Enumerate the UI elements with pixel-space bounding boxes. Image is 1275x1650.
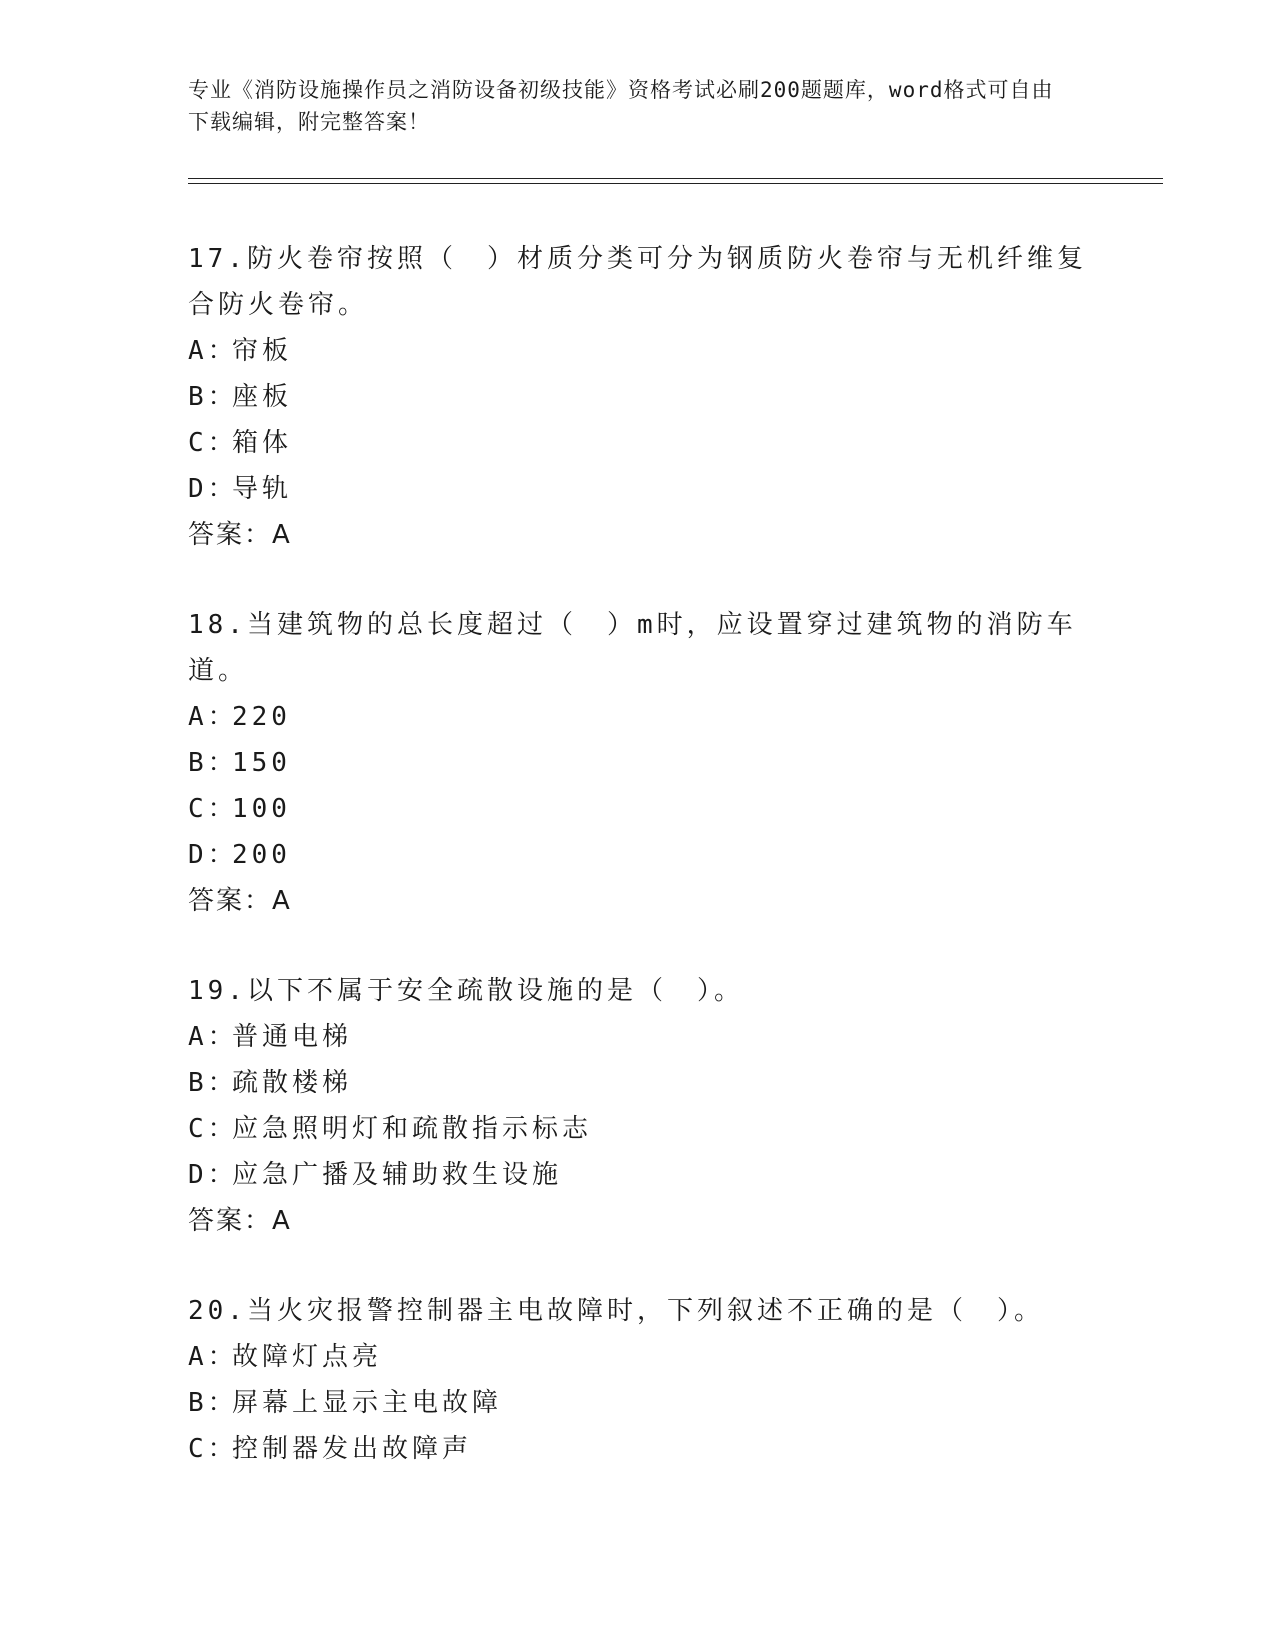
option-d xyxy=(188,466,1088,512)
answer: 答案：A xyxy=(188,520,292,550)
option-key: A： xyxy=(188,1022,238,1052)
option-text: 200 xyxy=(232,840,291,870)
option-key: C： xyxy=(188,428,238,458)
option-key: B： xyxy=(188,1068,238,1098)
answer: 答案：A xyxy=(188,1206,292,1236)
option-b xyxy=(188,1380,1088,1426)
option-d xyxy=(188,832,1088,878)
option-text: 导轨 xyxy=(232,474,293,504)
option-key: C： xyxy=(188,1434,238,1464)
option-b xyxy=(188,740,1088,786)
option-c xyxy=(188,1106,1088,1152)
option-text: 箱体 xyxy=(232,428,293,458)
option-key: C： xyxy=(188,1114,238,1144)
question-20 xyxy=(188,1288,1088,1472)
question-stem: 20.当火灾报警控制器主电故障时，下列叙述不正确的是（ ）。 xyxy=(188,1296,1044,1326)
option-a xyxy=(188,328,1088,374)
option-a xyxy=(188,694,1088,740)
option-key: A： xyxy=(188,1342,238,1372)
option-a xyxy=(188,1014,1088,1060)
question-18 xyxy=(188,602,1088,924)
option-b xyxy=(188,374,1088,420)
option-key: A： xyxy=(188,702,238,732)
option-text: 屏幕上显示主电故障 xyxy=(232,1388,503,1418)
option-key: B： xyxy=(188,748,238,778)
question-stem: 17.防火卷帘按照（ ）材质分类可分为钢质防火卷帘与无机纤维复合防火卷帘。 xyxy=(188,244,1087,320)
option-key: B： xyxy=(188,382,238,412)
option-text: 疏散楼梯 xyxy=(232,1068,353,1098)
option-d xyxy=(188,1152,1088,1198)
option-text: 220 xyxy=(232,702,291,732)
option-text: 应急广播及辅助救生设施 xyxy=(232,1160,563,1190)
option-key: B： xyxy=(188,1388,238,1418)
option-key: A： xyxy=(188,336,238,366)
question-list xyxy=(188,236,1088,1516)
option-text: 100 xyxy=(232,794,291,824)
header-divider xyxy=(188,178,1163,184)
header-text: 专业《消防设施操作员之消防设备初级技能》资格考试必刷200题题库，word格式可自由下载编辑，附完整答案！ xyxy=(188,78,1054,134)
option-key: D： xyxy=(188,474,238,504)
answer: 答案：A xyxy=(188,886,292,916)
document-header xyxy=(188,74,1068,138)
question-17 xyxy=(188,236,1088,558)
option-text: 控制器发出故障声 xyxy=(232,1434,473,1464)
question-stem: 19.以下不属于安全疏散设施的是（ ）。 xyxy=(188,976,744,1006)
question-19 xyxy=(188,968,1088,1244)
option-c xyxy=(188,420,1088,466)
option-text: 150 xyxy=(232,748,291,778)
option-text: 普通电梯 xyxy=(232,1022,353,1052)
option-text: 座板 xyxy=(232,382,293,412)
option-b xyxy=(188,1060,1088,1106)
option-c xyxy=(188,1426,1088,1472)
option-c xyxy=(188,786,1088,832)
option-text: 应急照明灯和疏散指示标志 xyxy=(232,1114,593,1144)
option-key: C： xyxy=(188,794,238,824)
option-key: D： xyxy=(188,1160,238,1190)
option-key: D： xyxy=(188,840,238,870)
option-text: 故障灯点亮 xyxy=(232,1342,383,1372)
option-text: 帘板 xyxy=(232,336,293,366)
question-stem: 18.当建筑物的总长度超过（ ）m时，应设置穿过建筑物的消防车道。 xyxy=(188,610,1077,686)
option-a xyxy=(188,1334,1088,1380)
